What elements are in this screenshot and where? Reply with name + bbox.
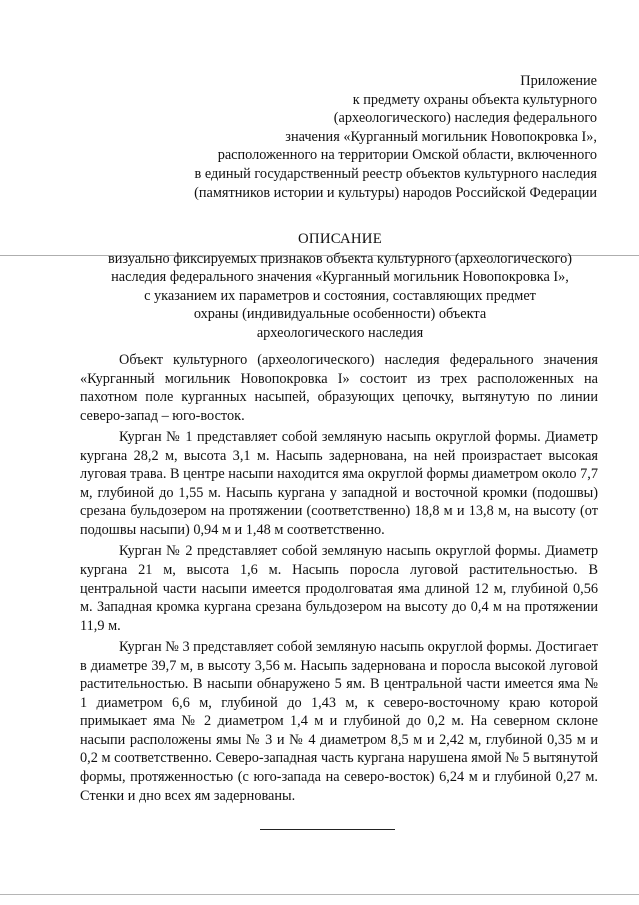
subtitle-line: с указанием их параметров и состояния, составляющих предмет (144, 287, 536, 304)
body-paragraph-kurgan-3: Курган № 3 представляет собой земляную насыпь округлой формы. Достигает в диаметре 39,7 м, в высоту 3,56 м. Насыпь задернована и поросла высокой луговой растительностью. В насыпи обнаружено 5 ям. В центральной части имеется яма № 1 диаметром 6,6 м, глубиной до 1,43 м, к северо-восточному краю которой примыкает яма № 2 диаметром 1,4 м и глубиной до 0,2 м. На северном склоне насыпи расположены ямы № 3 и № 4 диаметром 8,5 м и 2,42 м, глубиной 0,35 м и 0,2 м соответственно. Северо-западная часть кургана нарушена ямой № 5 вытянутой формы, протяженностью (с юго-запада на северо-восток) 6,24 м и глубиной 0,27 м. Стенки и дно всех ям задернованы. (80, 639, 598, 804)
appendix-line: в единый государственный реестр объектов культурного наследия (194, 165, 597, 182)
body-paragraph-kurgan-1: Курган № 1 представляет собой земляную насыпь округлой формы. Диаметр кургана 28,2 м, высота 3,1 м. Насыпь задернована, на ней произрастает высокая луговая трава. В центре насыпи находится яма округлой формы диаметром около 7,7 м, глубиной до 1,55 м. Насыпь кургана у западной и восточной кромки (подошвы) срезана бульдозером на протяжении (соответственно) 18,8 м и 13,8 м, на высоту (от подошвы насыпи) 0,94 м и 1,48 м соответственно. (80, 429, 598, 538)
appendix-header (77, 72, 597, 202)
document-title: ОПИСАНИЕ (298, 231, 382, 247)
body-paragraph-kurgan-2: Курган № 2 представляет собой земляную насыпь округлой формы. Диаметр кургана 21 м, высота 1,6 м. Насыпь поросла луговой растительностью. В центральной части насыпи имеется продолговатая яма длиной 12 м, глубиной 0,56 м. Западная кромка кургана срезана бульдозером на высоту до 0,4 м на протяжении 11,9 м. (80, 543, 598, 634)
subtitle-line: визуально фиксируемых признаков объекта культурного (археологического) (108, 250, 572, 267)
subtitle-line: археологического наследия (256, 324, 424, 341)
appendix-line: (памятников истории и культуры) народов Российской Федерации (194, 184, 597, 201)
appendix-line: расположенного на территории Омской области, включенного (217, 147, 597, 164)
appendix-line: (археологического) наследия федерального (333, 110, 597, 127)
subtitle-line: наследия федерального значения «Курганный могильник Новопокровка I», (111, 269, 569, 286)
footer-divider (260, 829, 395, 830)
description-title-block (60, 230, 620, 343)
subtitle-line: охраны (индивидуальные особенности) объекта (193, 306, 487, 323)
page-bottom-edge (0, 894, 639, 895)
appendix-line: к предмету охраны объекта культурного (352, 91, 597, 108)
appendix-line: значения «Курганный могильник Новопокровка I», (285, 128, 597, 145)
body-paragraph-intro: Объект культурного (археологического) наследия федерального значения «Курганный могильник Новопокровка I» состоит из трех расположенных на пахотном поле курганных насыпей, образующих цепочку, вытянутую по линии северо-запад – юго-восток. (80, 352, 598, 424)
document-body (80, 351, 598, 805)
appendix-line: Приложение (520, 73, 597, 89)
